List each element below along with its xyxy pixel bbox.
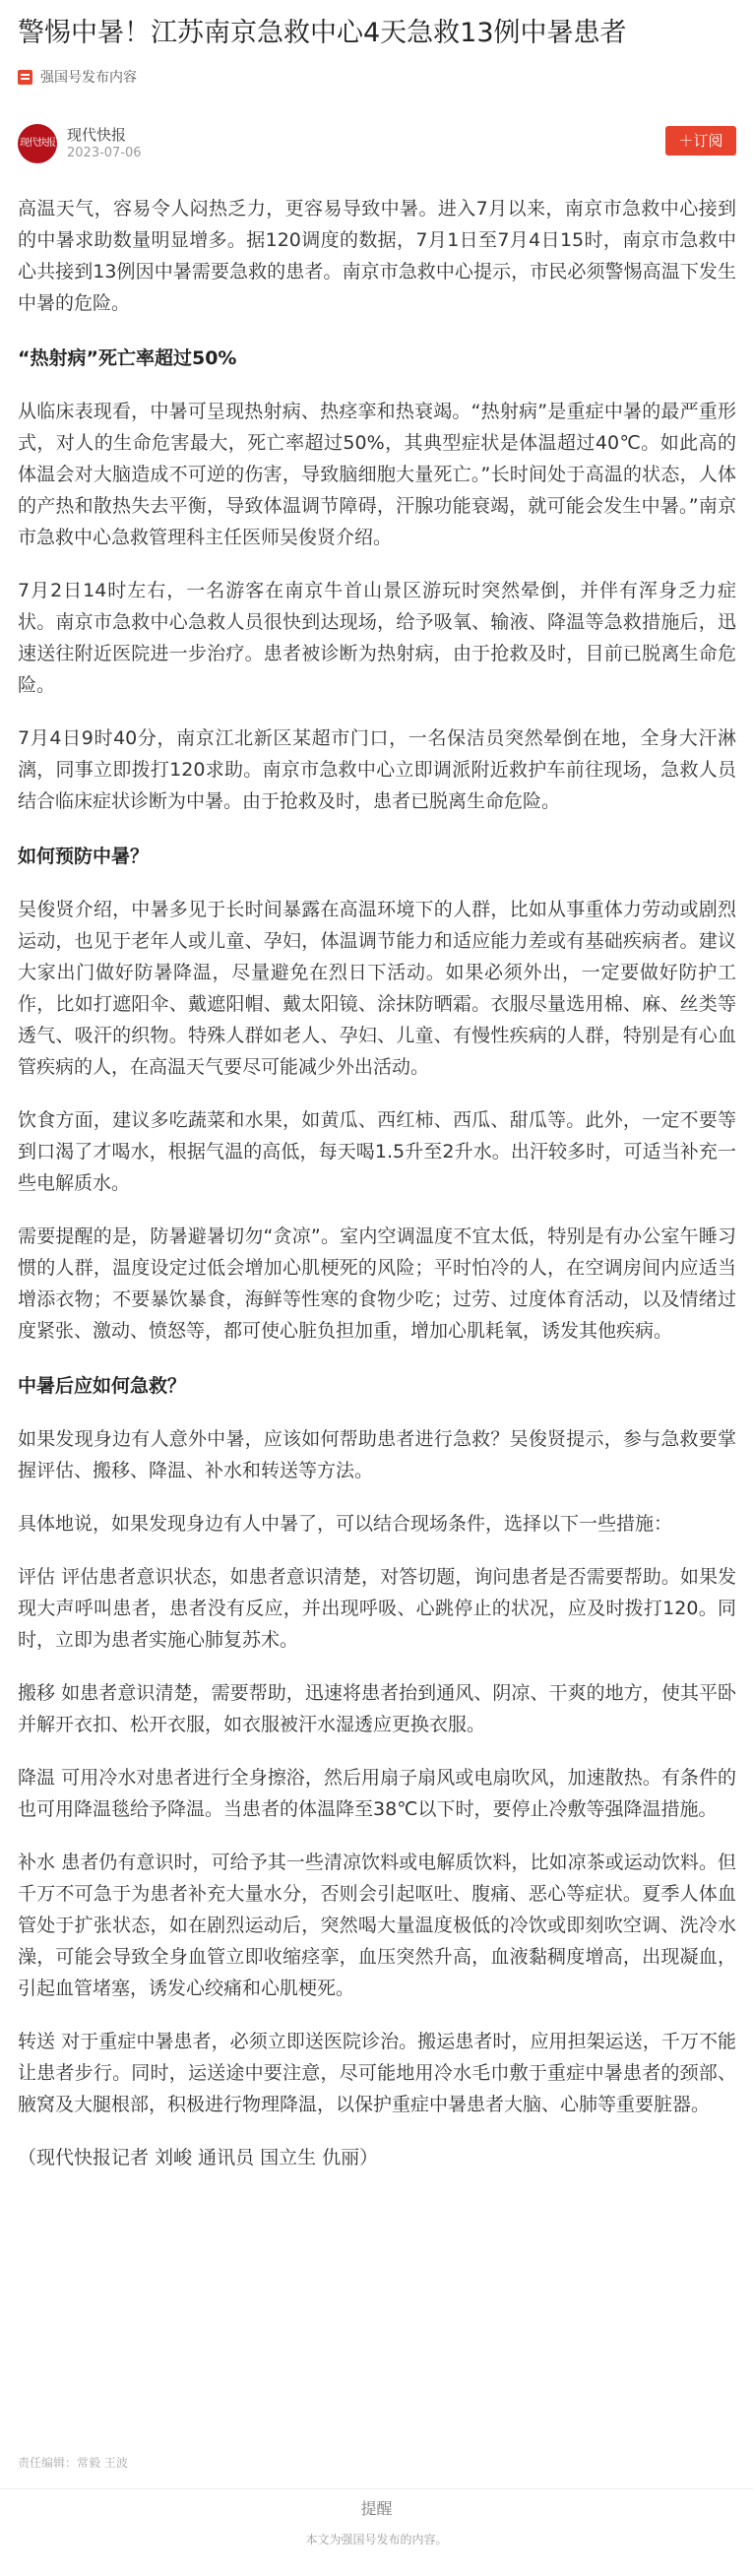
reminder-title: 提醒 (360, 2499, 393, 2518)
responsible-editor: 责任编辑：常毅 王波 (18, 2456, 128, 2470)
paragraph: 如果发现身边有人意外中暑，应该如何帮助患者进行急救？吴俊贤提示，参与急救要掌握评估、搬移、降温、补水和转送等方法。 (18, 1428, 736, 1481)
paragraph: 具体地说，如果发现身边有人中暑了，可以结合现场条件，选择以下一些措施： (18, 1513, 673, 1535)
paragraph: 7月2日14时左右，一名游客在南京牛首山景区游玩时突然晕倒，并伴有浑身乏力症状。南京市急救中心急救人员很快到达现场，给予吸氧、输液、降温等急救措施后，迅速送往附近医院进一步治疗。患者被诊断为热射病，由于抢救及时，目前已脱离生命危险。 (18, 580, 736, 696)
source-row (18, 67, 137, 87)
section-heading: “热射病”死亡率超过50% (18, 347, 237, 369)
divider (0, 2488, 753, 2489)
avatar[interactable]: 现代快报 (18, 124, 57, 163)
paragraph: 饮食方面，建议多吃蔬菜和水果，如黄瓜、西红柿、西瓜、甜瓜等。此外，一定不要等到口渴了才喝水，根据气温的高低，每天喝1.5升至2升水。出汗较多时，可适当补充一些电解质水。 (18, 1109, 736, 1194)
paragraph: 搬移 如患者意识清楚，需要帮助，迅速将患者抬到通风、阴凉、干爽的地方，使其平卧并解开衣扣、松开衣服，如衣服被汗水湿透应更换衣服。 (18, 1682, 736, 1735)
section-heading: 如何预防中暑？ (18, 846, 150, 867)
paragraph: 降温 可用冷水对患者进行全身擦浴，然后用扇子扇风或电扇吹风，加速散热。有条件的也可用降温毯给予降温。当患者的体温降至38℃以下时，要停止冷敷等强降温措施。 (18, 1767, 736, 1820)
paragraph: 高温天气，容易令人闷热乏力，更容易导致中暑。进入7月以来，南京市急救中心接到的中暑求助数量明显增多。据120调度的数据，7月1日至7月4日15时，南京市急救中心共接到13例因中暑需要急救的患者。南京市急救中心提示，市民必须警惕高温下发生中暑的危险。 (18, 198, 736, 314)
author-row (18, 120, 736, 167)
publish-date: 2023-07-06 (67, 146, 142, 160)
source-label: 强国号发布内容 (40, 70, 137, 86)
paragraph: 转送 对于重症中暑患者，必须立即送医院诊治。搬运患者时，应用担架运送，千万不能让患者步行。同时，运送途中要注意，尽可能地用冷水毛巾敷于重症中暑患者的颈部、腋窝及大腿根部，积极进行物理降温，以保护重症中暑患者大脑、心肺等重要脏器。 (18, 2031, 736, 2115)
paragraph: 补水 患者仍有意识时，可给予其一些清凉饮料或电解质饮料，比如凉茶或运动饮料。但千万不可急于为患者补充大量水分，否则会引起呕吐、腹痛、恶心等症状。夏季人体血管处于扩张状态，如在剧烈运动后，突然喝大量温度极低的冷饮或即刻吹空调、洗冷水澡，可能会导致全身血管立即收缩痉挛，血压突然升高，血液黏稠度增高，出现凝血，引起血管堵塞，诱发心绞痛和心肌梗死。 (18, 1852, 736, 1999)
paragraph: 7月4日9时40分，南京江北新区某超市门口，一名保洁员突然晕倒在地，全身大汗淋漓，同事立即拨打120求助。南京市急救中心立即调派附近救护车前往现场，急救人员结合临床症状诊断为中暑。由于抢救及时，患者已脱离生命危险。 (18, 727, 736, 812)
document-icon (18, 70, 32, 85)
reminder-text: 本文为强国号发布的内容。 (305, 2533, 448, 2546)
paragraph: 从临床表现看，中暑可呈现热射病、热痉挛和热衰竭。“热射病”是重症中暑的最严重形式，对人的生命危害最大，死亡率超过50%，其典型症状是体温超过40℃。如此高的体温会对大脑造成不可逆的伤害，导致脑细胞大量死亡。”长时间处于高温的状态，人体的产热和散热失去平衡，导致体温调节障碍，汗腺功能衰竭，就可能会发生中暑。”南京市急救中心急救管理科主任医师吴俊贤介绍。 (18, 401, 736, 548)
article-title: 警惕中暑！江苏南京急救中心4天急救13例中暑患者 (18, 18, 627, 48)
subscribe-button[interactable]: ＋订阅 (665, 126, 736, 156)
section-heading: 中暑后应如何急救？ (18, 1375, 187, 1397)
article-body (18, 193, 736, 2173)
reporter-byline: （现代快报记者 刘峻 通讯员 国立生 仇丽） (18, 2147, 379, 2168)
paragraph: 吴俊贤介绍，中暑多见于长时间暴露在高温环境下的人群，比如从事重体力劳动或剧烈运动，也见于老年人或儿童、孕妇，体温调节能力和适应能力差或有基础疾病者。建议大家出门做好防暑降温，尽量避免在烈日下活动。如果必须外出，一定要做好防护工作，比如打遮阳伞、戴遮阳帽、戴太阳镜、涂抹防晒霜。衣服尽量选用棉、麻、丝类等透气、吸汗的织物。特殊人群如老人、孕妇、儿童、有慢性疾病的人群，特别是有心血管疾病的人，在高温天气要尽可能减少外出活动。 (18, 899, 736, 1078)
author-name[interactable]: 现代快报 (67, 126, 127, 144)
paragraph: 需要提醒的是，防暑避暑切勿“贪凉”。室内空调温度不宜太低，特别是有办公室午睡习惯的人群，温度设定过低会增加心肌梗死的风险；平时怕冷的人，在空调房间内应适当增添衣物；不要暴饮暴食，海鲜等性寒的食物少吃；过劳、过度体育活动，以及情绪过度紧张、激动、愤怒等，都可使心脏负担加重，增加心肌耗氧，诱发其他疾病。 (18, 1225, 736, 1342)
paragraph: 评估 评估患者意识状态，如患者意识清楚，对答切题，询问患者是否需要帮助。如果发现大声呼叫患者，患者没有反应，并出现呼吸、心跳停止的状况，应及时拨打120。同时，立即为患者实施心肺复苏术。 (18, 1566, 736, 1651)
